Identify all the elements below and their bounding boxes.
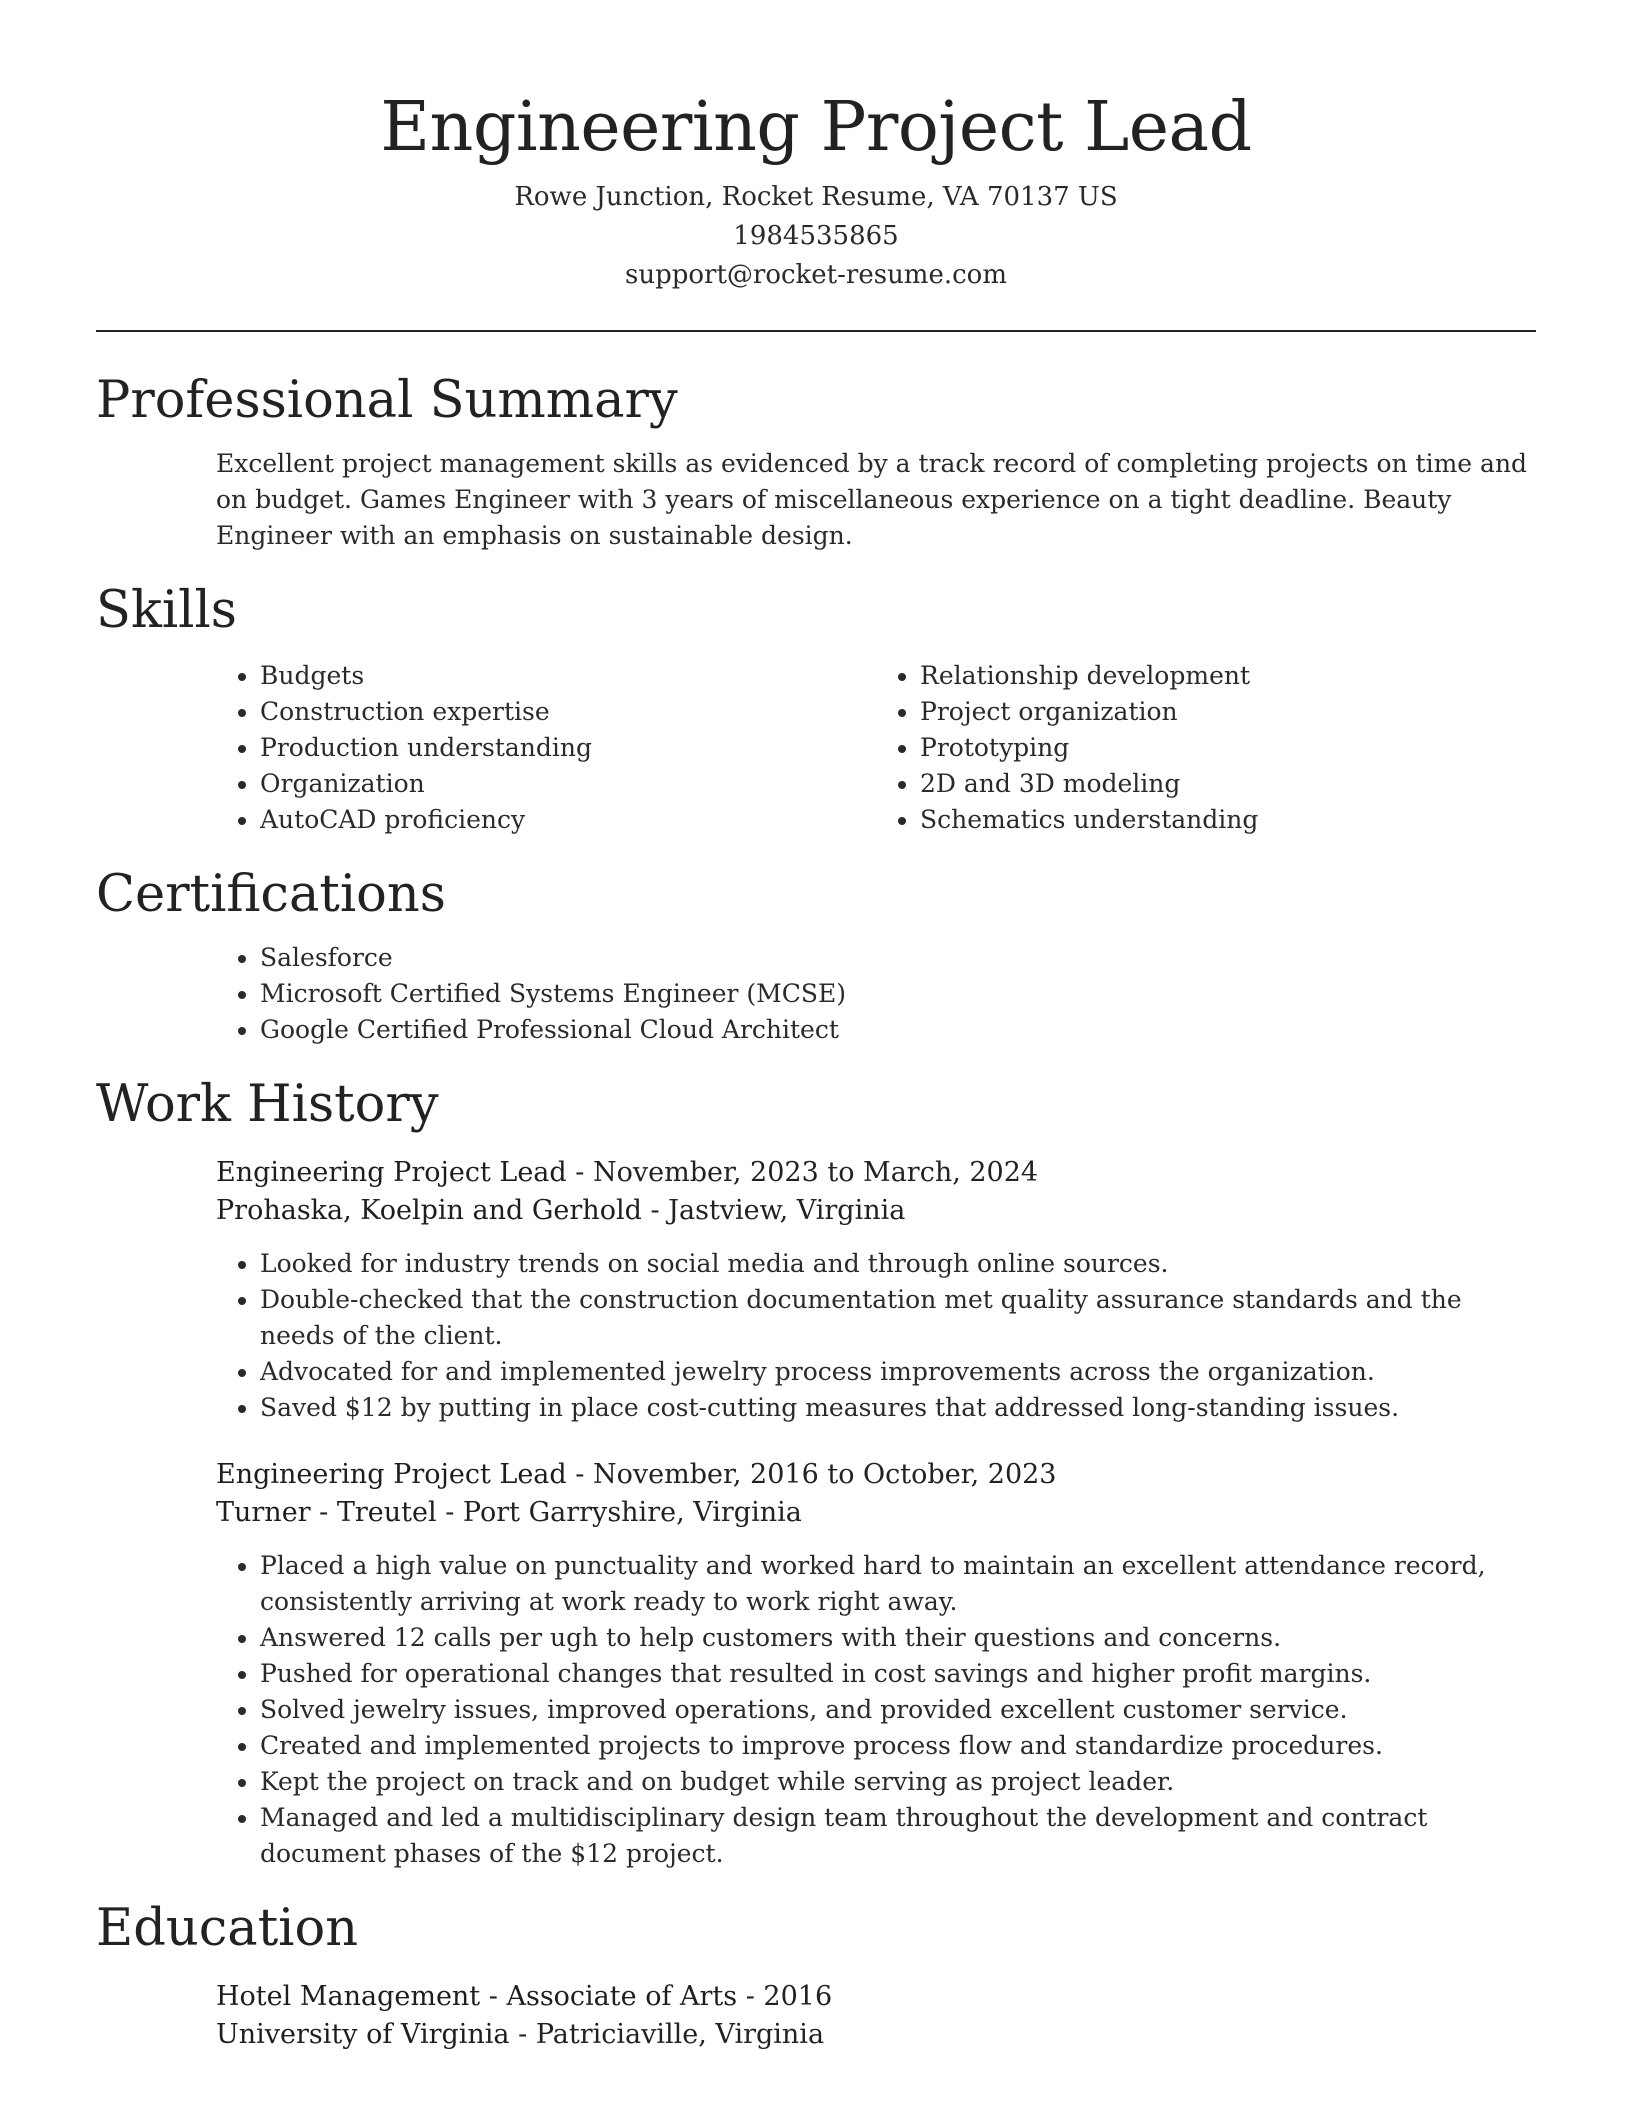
job-title: Engineering Project Lead bbox=[216, 1459, 567, 1490]
list-item: • Google Certified Professional Cloud Architect bbox=[260, 1012, 1536, 1048]
list-item: • Placed a high value on punctuality and worked hard to maintain an excellent attendance record, consistently arriving at work ready to work right away. bbox=[260, 1548, 1536, 1620]
skills-list-left bbox=[216, 658, 876, 838]
job-location: - Port Garryshire, Virginia bbox=[436, 1497, 802, 1528]
list-item: • Saved $12 by putting in place cost-cutting measures that addressed long-standing issues. bbox=[260, 1390, 1536, 1426]
list-item: • Kept the project on track and on budget while serving as project leader. bbox=[260, 1764, 1536, 1800]
list-item: • Microsoft Certified Systems Engineer (MCSE) bbox=[260, 976, 1536, 1012]
job-title: Engineering Project Lead bbox=[216, 1157, 567, 1188]
list-item: • 2D and 3D modeling bbox=[920, 766, 1536, 802]
education-field: Hotel Management bbox=[216, 1981, 481, 2012]
list-item: • Production understanding bbox=[260, 730, 876, 766]
job-company: Prohaska, Koelpin and Gerhold bbox=[216, 1195, 642, 1226]
education-school: University of Virginia bbox=[216, 2019, 510, 2050]
list-item: • Relationship development bbox=[920, 658, 1536, 694]
job-company-line bbox=[216, 1494, 1536, 1532]
education-section bbox=[96, 1898, 1536, 2054]
certifications-title: Certifications bbox=[96, 865, 446, 924]
certifications-section bbox=[96, 864, 1536, 1048]
job-dates: - November, 2016 to October, 2023 bbox=[566, 1459, 1057, 1490]
list-item: • Solved jewelry issues, improved operations, and provided excellent customer service. bbox=[260, 1692, 1536, 1728]
job-bullets bbox=[216, 1246, 1536, 1426]
email: support@rocket-resume.com bbox=[624, 260, 1007, 290]
list-item: • Construction expertise bbox=[260, 694, 876, 730]
job-company-line bbox=[216, 1192, 1536, 1230]
education-school-line bbox=[216, 2016, 1536, 2054]
list-item: • Schematics understanding bbox=[920, 802, 1536, 838]
education-degree: - Associate of Arts bbox=[480, 1981, 738, 2012]
summary-text: Excellent project management skills as evidenced by a track record of completing projects on time and on budget. Games Engineer with 3 years of miscellaneous experience on a tight deadline. Beauty Engineer with an emphasis on sustainable design. bbox=[216, 449, 1528, 550]
job-bullets bbox=[216, 1548, 1536, 1872]
skills-section bbox=[96, 580, 1536, 838]
phone: 1984535865 bbox=[733, 221, 899, 251]
candidate-name: Engineering Project Lead bbox=[380, 88, 1252, 167]
education-year: - 2016 bbox=[737, 1981, 833, 2012]
list-item: • Double-checked that the construction documentation met quality assurance standards and the needs of the client. bbox=[260, 1282, 1536, 1354]
list-item: • Pushed for operational changes that resulted in cost savings and higher profit margins. bbox=[260, 1656, 1536, 1692]
job-entry bbox=[216, 1154, 1536, 1426]
job-dates: - November, 2023 to March, 2024 bbox=[566, 1157, 1039, 1188]
contact-info bbox=[96, 178, 1536, 295]
list-item: • Answered 12 calls per ugh to help customers with their questions and concerns. bbox=[260, 1620, 1536, 1656]
list-item: • Project organization bbox=[920, 694, 1536, 730]
list-item: • Prototyping bbox=[920, 730, 1536, 766]
address: Rowe Junction, Rocket Resume, VA 70137 US bbox=[514, 182, 1118, 212]
job-title-line bbox=[216, 1154, 1536, 1192]
skills-list-right bbox=[876, 658, 1536, 838]
list-item: • Budgets bbox=[260, 658, 876, 694]
list-item: • Organization bbox=[260, 766, 876, 802]
summary-section bbox=[96, 370, 1536, 554]
job-title-line bbox=[216, 1456, 1536, 1494]
education-entry bbox=[216, 1978, 1536, 2054]
job-location: - Jastview, Virginia bbox=[641, 1195, 906, 1226]
list-item: • Advocated for and implemented jewelry process improvements across the organization. bbox=[260, 1354, 1536, 1390]
certifications-list bbox=[216, 940, 1536, 1048]
header-divider bbox=[96, 330, 1536, 332]
job-entry bbox=[216, 1456, 1536, 1872]
job-company: Turner - Treutel bbox=[216, 1497, 437, 1528]
skills-title: Skills bbox=[96, 581, 237, 640]
summary-title: Professional Summary bbox=[96, 371, 678, 430]
education-location: - Patriciaville, Virginia bbox=[509, 2019, 825, 2050]
education-degree-line bbox=[216, 1978, 1536, 2016]
education-title: Education bbox=[96, 1899, 359, 1958]
resume-header bbox=[96, 0, 1536, 295]
list-item: • Managed and led a multidisciplinary design team throughout the development and contract document phases of the $12 project. bbox=[260, 1800, 1536, 1872]
work-history-section bbox=[96, 1074, 1536, 1872]
work-history-title: Work History bbox=[96, 1075, 439, 1134]
list-item: • AutoCAD proficiency bbox=[260, 802, 876, 838]
list-item: • Looked for industry trends on social media and through online sources. bbox=[260, 1246, 1536, 1282]
list-item: • Created and implemented projects to improve process flow and standardize procedures. bbox=[260, 1728, 1536, 1764]
resume-page bbox=[96, 0, 1536, 2054]
list-item: • Salesforce bbox=[260, 940, 1536, 976]
